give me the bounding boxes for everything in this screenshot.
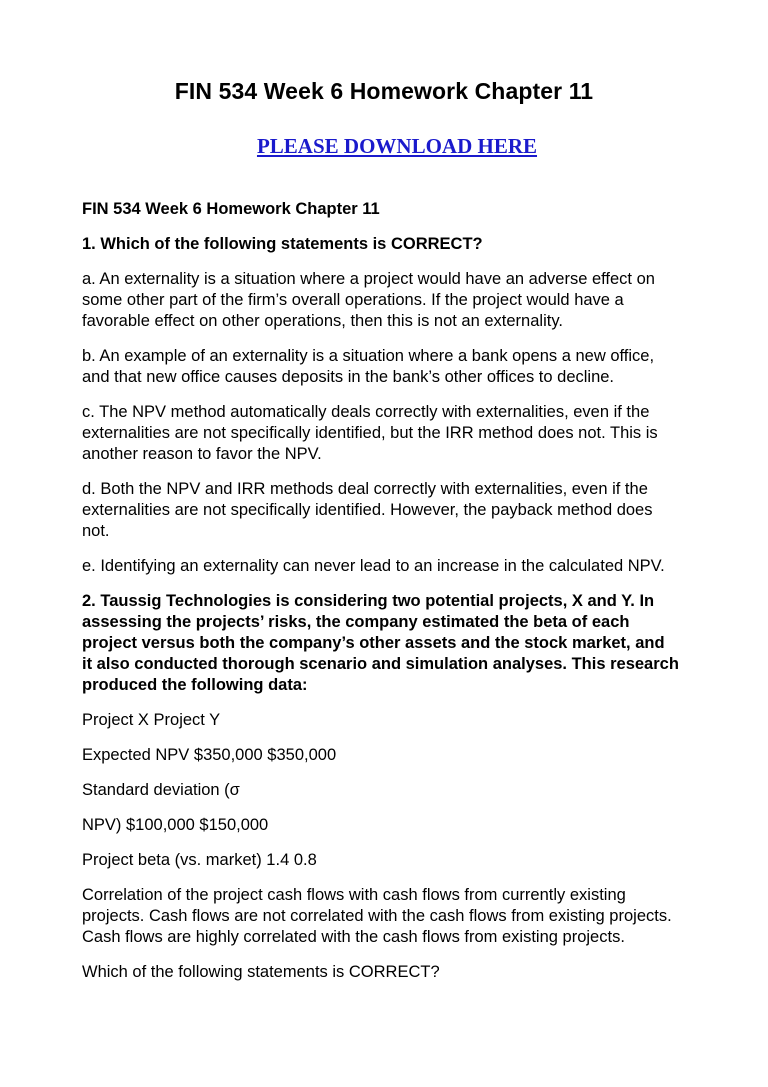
text-line: not. xyxy=(82,522,110,540)
paragraph xyxy=(82,556,722,577)
text-line: assessing the projects’ risks, the company estimated the beta of each xyxy=(82,613,630,631)
paragraph xyxy=(82,885,722,948)
text-line: produced the following data: xyxy=(82,676,308,694)
text-line: NPV) $100,000 $150,000 xyxy=(82,816,269,834)
paragraph xyxy=(82,745,722,766)
text-line: FIN 534 Week 6 Homework Chapter 11 xyxy=(82,200,380,218)
document-body xyxy=(82,199,722,997)
text-line: a. An externality is a situation where a project would have an adverse effect on xyxy=(82,270,655,288)
document-title: FIN 534 Week 6 Homework Chapter 11 xyxy=(174,78,594,104)
text-line: Cash flows are highly correlated with the cash flows from existing projects. xyxy=(82,928,625,946)
paragraph xyxy=(82,346,722,388)
text-line: Correlation of the project cash flows with cash flows from currently existing xyxy=(82,886,626,904)
paragraph xyxy=(82,234,722,255)
text-line: e. Identifying an externality can never lead to an increase in the calculated NPV. xyxy=(82,557,665,575)
text-line: another reason to favor the NPV. xyxy=(82,445,322,463)
text-line: d. Both the NPV and IRR methods deal correctly with externalities, even if the xyxy=(82,480,648,498)
paragraph xyxy=(82,199,722,220)
paragraph xyxy=(82,780,722,801)
text-line: Project X Project Y xyxy=(82,711,221,729)
text-line: projects. Cash flows are not correlated with the cash flows from existing projects. xyxy=(82,907,672,925)
paragraph xyxy=(82,710,722,731)
paragraph xyxy=(82,850,722,871)
text-line: it also conducted thorough scenario and simulation analyses. This research xyxy=(82,655,679,673)
text-line: 1. Which of the following statements is CORRECT? xyxy=(82,235,483,253)
text-line: Expected NPV $350,000 $350,000 xyxy=(82,746,337,764)
paragraph xyxy=(82,269,722,332)
text-line: 2. Taussig Technologies is considering two potential projects, X and Y. In xyxy=(82,592,655,610)
text-line: some other part of the firm’s overall operations. If the project would have a xyxy=(82,291,624,309)
paragraph xyxy=(82,962,722,983)
paragraph xyxy=(82,815,722,836)
text-line: Which of the following statements is CORRECT? xyxy=(82,963,440,981)
text-line: favorable effect on other operations, then this is not an externality. xyxy=(82,312,563,330)
text-line: b. An example of an externality is a situation where a bank opens a new office, xyxy=(82,347,655,365)
text-line: externalities are not specifically identified, but the IRR method does not. This is xyxy=(82,424,658,442)
paragraph xyxy=(82,479,722,542)
paragraph xyxy=(82,402,722,465)
text-line: project versus both the company’s other assets and the stock market, and xyxy=(82,634,665,652)
text-line: Project beta (vs. market) 1.4 0.8 xyxy=(82,851,317,869)
text-line: and that new office causes deposits in the bank’s other offices to decline. xyxy=(82,368,615,386)
text-line: externalities are not specifically identified. However, the payback method does xyxy=(82,501,653,519)
text-line: c. The NPV method automatically deals correctly with externalities, even if the xyxy=(82,403,650,421)
text-line: Standard deviation (σ xyxy=(82,781,240,799)
download-link[interactable]: PLEASE DOWNLOAD HERE xyxy=(256,134,538,158)
paragraph xyxy=(82,591,722,696)
